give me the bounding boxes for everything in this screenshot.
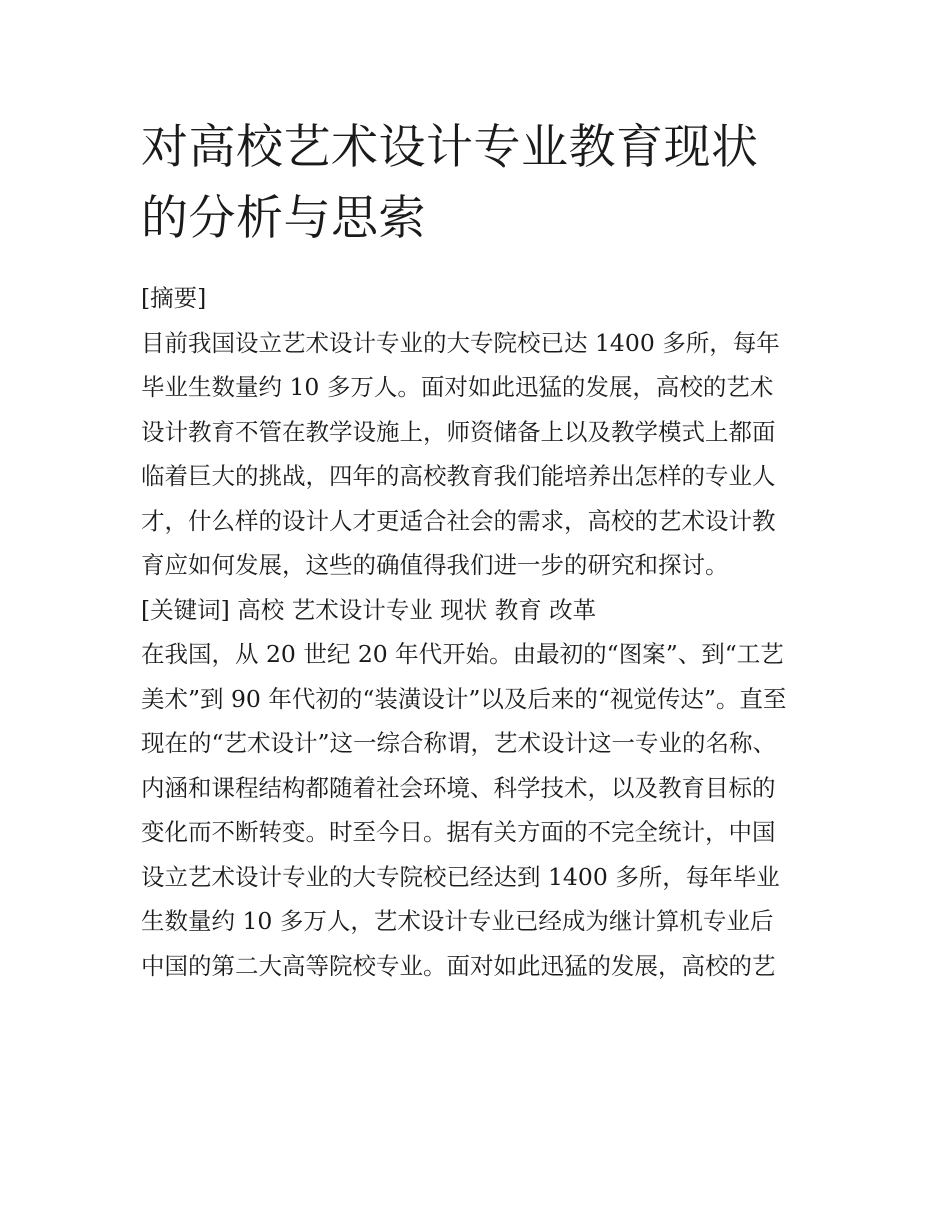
body-paragraph bbox=[141, 632, 813, 988]
body-line: 现在的“艺术设计”这一综合称谓，艺术设计这一专业的名称、 bbox=[141, 729, 777, 757]
abstract-line: 设计教育不管在教学设施上，师资储备上以及教学模式上都面 bbox=[141, 417, 776, 446]
abstract-line: 临着巨大的挑战，四年的高校教育我们能培养出怎样的专业人 bbox=[141, 462, 776, 490]
abstract-paragraph bbox=[141, 321, 813, 588]
abstract-line: 才，什么样的设计人才更适合社会的需求，高校的艺术设计教 bbox=[141, 506, 776, 535]
abstract-line: 育应如何发展，这些的确值得我们进一步的研究和探讨。 bbox=[141, 551, 729, 579]
body-line: 设立艺术设计专业的大专院校已经达到 1400 多所，每年毕业 bbox=[141, 862, 780, 891]
body-line: 生数量约 10 多万人，艺术设计专业已经成为继计算机专业后 bbox=[141, 907, 774, 935]
document-page bbox=[141, 112, 813, 988]
title-line: 的分析与思索 bbox=[141, 191, 426, 246]
body-line: 美术”到 90 年代初的“装潢设计”以及后来的“视觉传达”。直至 bbox=[141, 684, 787, 713]
document-body bbox=[141, 276, 813, 988]
document-title bbox=[141, 112, 813, 254]
body-line: 内涵和课程结构都随着社会环境、科学技术，以及教育目标的 bbox=[141, 773, 776, 802]
abstract-line: 目前我国设立艺术设计专业的大专院校已达 1400 多所，每年 bbox=[141, 328, 780, 357]
body-line: 中国的第二大高等院校专业。面对如此迅猛的发展，高校的艺 bbox=[141, 951, 776, 980]
keywords-line: [关键词] 高校 艺术设计专业 现状 教育 改革 bbox=[141, 595, 597, 624]
body-line: 在我国，从 20 世纪 20 年代开始。由最初的“图案”、到“工艺 bbox=[141, 640, 784, 668]
abstract-line: 毕业生数量约 10 多万人。面对如此迅猛的发展，高校的艺术 bbox=[141, 373, 774, 401]
title-line: 对高校艺术设计专业教育现状 bbox=[141, 120, 759, 175]
body-line: 变化而不断转变。时至今日。据有关方面的不完全统计，中国 bbox=[141, 818, 776, 846]
abstract-label: [摘要] bbox=[141, 284, 207, 312]
